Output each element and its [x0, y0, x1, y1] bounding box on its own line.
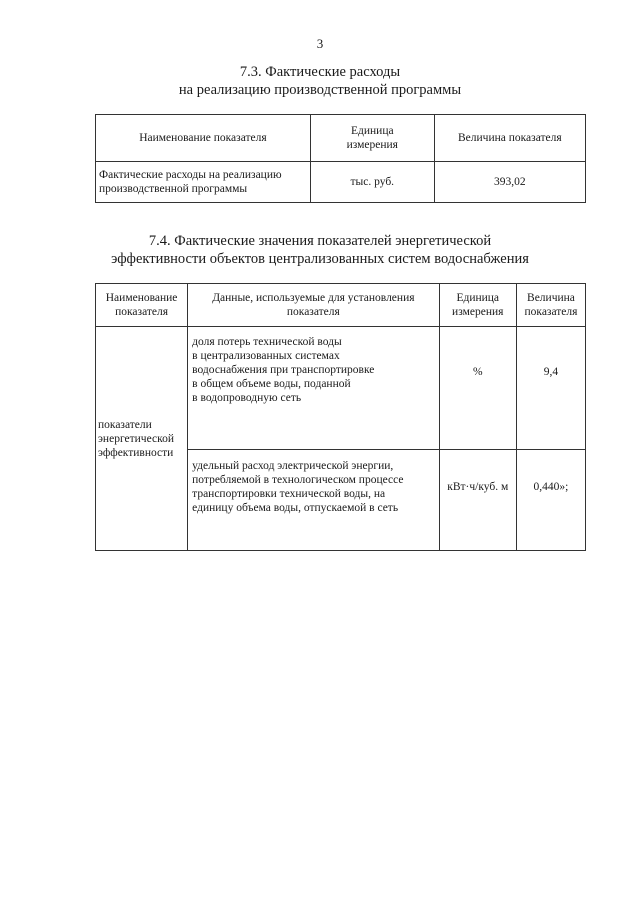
row-unit: %	[439, 327, 516, 450]
header-value-line1: Величина	[527, 292, 575, 304]
group-label-line2: энергетической	[98, 432, 174, 445]
row-name-line1: Фактические расходы на реализацию	[99, 169, 282, 181]
desc-line: в общем объеме воды, поданной	[192, 378, 351, 390]
section-7-4-title-line2: эффективности объектов централизованных систем водоснабжения	[111, 251, 529, 267]
header-indicator-name	[96, 284, 188, 327]
expenses-table	[95, 114, 586, 203]
table-row	[96, 327, 586, 450]
row-unit: тыс. руб.	[310, 162, 434, 203]
row-name-line2: производственной программы	[99, 183, 248, 195]
section-7-4-title	[0, 232, 640, 268]
row-unit: кВт·ч/куб. м	[439, 450, 516, 551]
row-description	[188, 327, 439, 450]
section-7-3-title-line2: на реализацию производственной программы	[178, 82, 462, 98]
page-number: 3	[316, 36, 324, 51]
header-unit-line1: Единица	[456, 292, 500, 304]
desc-line: удельный расход электрической энергии,	[192, 460, 394, 472]
header-unit-line1: Единица	[350, 125, 394, 137]
desc-line: потребляемой в технологическом процессе	[192, 474, 404, 486]
row-indicator-name	[96, 162, 311, 203]
header-data-used	[188, 284, 439, 327]
group-label-line1: показатели	[98, 418, 152, 431]
row-description	[188, 450, 439, 551]
header-value	[516, 284, 585, 327]
header-value-line2: показателя	[524, 306, 578, 318]
header-value: Величина показателя	[434, 115, 585, 162]
efficiency-table-header	[96, 284, 586, 327]
table-row	[96, 162, 586, 203]
efficiency-table	[95, 283, 586, 551]
header-unit-line2: измерения	[452, 306, 504, 318]
row-value: 0,440»;	[516, 450, 585, 551]
header-indicator-name: Наименование показателя	[96, 115, 311, 162]
row-value: 9,4	[516, 327, 585, 450]
desc-line: доля потерь технической воды	[192, 336, 342, 348]
section-7-3-title-line1: 7.3. Фактические расходы	[239, 64, 401, 80]
header-unit	[439, 284, 516, 327]
header-data-line1: Данные, используемые для установления	[212, 292, 415, 304]
desc-line: водоснабжения при транспортировке	[192, 364, 375, 376]
desc-line: единицу объема воды, отпускаемой в сеть	[192, 502, 399, 514]
desc-line: в централизованных системах	[192, 350, 340, 362]
section-7-4-title-line1: 7.4. Фактические значения показателей энергетической	[148, 233, 492, 249]
expenses-table-header	[96, 115, 586, 162]
section-7-3-title	[0, 63, 640, 99]
header-name-line2: показателя	[115, 306, 169, 318]
header-data-line2: показателя	[286, 306, 340, 318]
header-unit	[310, 115, 434, 162]
desc-line: в водопроводную сеть	[192, 392, 302, 404]
header-name-line1: Наименование	[105, 292, 178, 304]
header-unit-line2: измерения	[346, 139, 398, 151]
desc-line: транспортировки технической воды, на	[192, 488, 386, 500]
group-label-line3: эффективности	[98, 446, 174, 459]
group-label	[96, 327, 188, 551]
row-value: 393,02	[434, 162, 585, 203]
